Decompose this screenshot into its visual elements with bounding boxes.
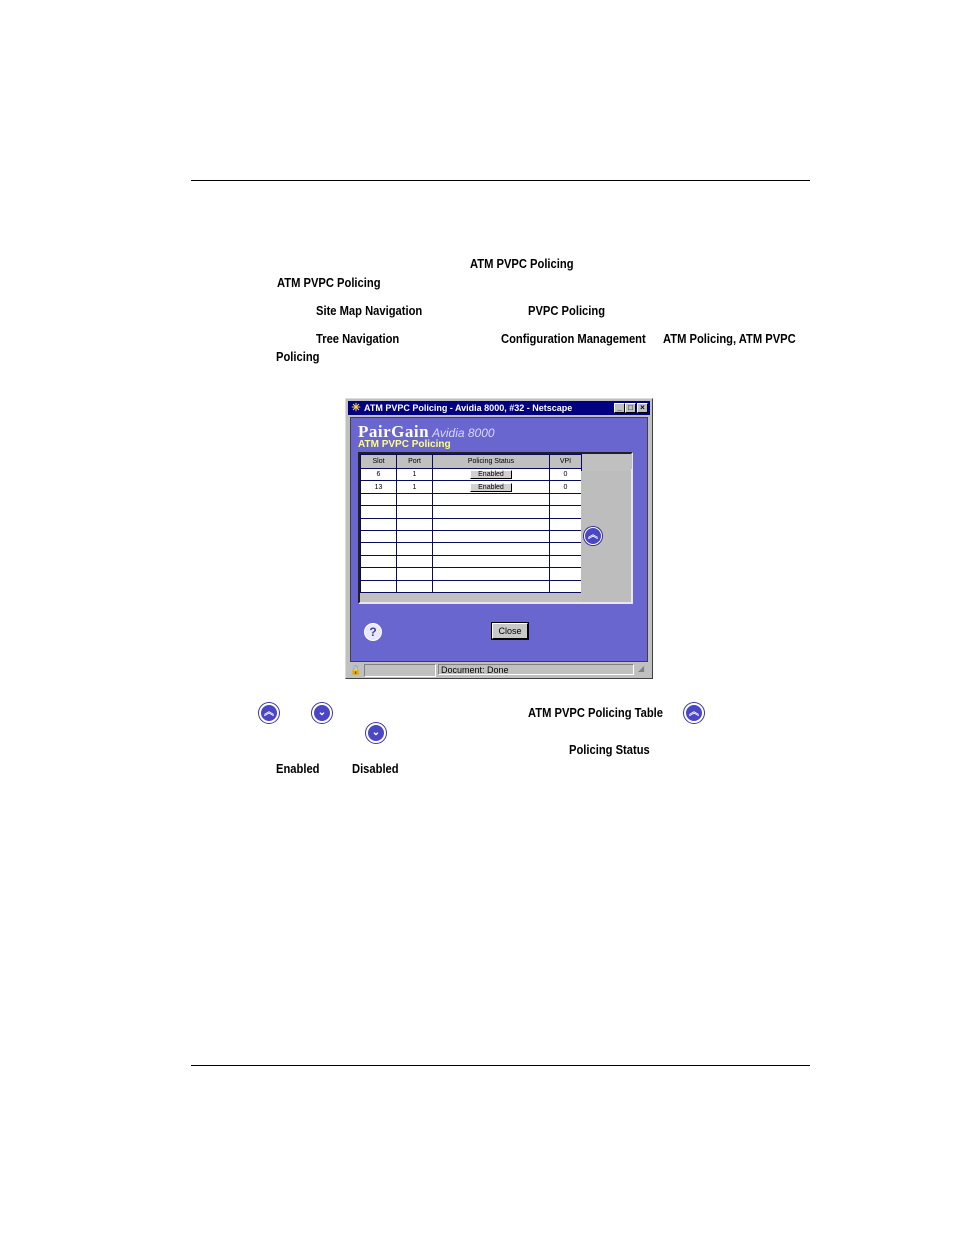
double-chevron-up-icon[interactable]: ︽ [584,527,602,545]
help-icon[interactable]: ? [364,623,382,641]
product-name: Avidia 8000 [432,426,495,440]
resize-grip-icon[interactable]: ◢ [638,664,645,673]
vpi-cell: 0 [550,469,582,481]
table-ref: ATM PVPC Policing Table [528,705,664,720]
maximize-button[interactable]: □ [625,403,636,413]
header-policing-status: Policing Status [433,455,550,469]
pvpc-policing-table [358,452,633,604]
chevron-down-icon: ⌄ [366,723,386,743]
security-lock-icon[interactable]: 🔓 [350,665,362,675]
disabled-word: Disabled [352,761,399,776]
page-title: ATM PVPC Policing [358,439,451,450]
page-content [350,417,648,662]
scroll-panel [581,471,631,602]
site-map-target: PVPC Policing [528,303,606,318]
double-chevron-up-icon: ︽ [684,703,704,723]
policing-status-button[interactable]: Enabled [470,483,512,492]
tree-nav-path-2: ATM Policing, ATM PVPC [663,331,796,346]
empty-row [361,543,582,555]
port-cell: 1 [397,469,433,481]
tree-nav-path-1: Configuration Management [501,331,646,346]
vpi-cell: 0 [550,481,582,493]
policing-grid [360,454,582,593]
status-cell [433,481,550,493]
close-window-button[interactable]: × [637,403,648,413]
header-slot: Slot [361,455,397,469]
close-button[interactable]: Close [492,623,528,639]
empty-row [361,580,582,592]
empty-row [361,506,582,518]
slot-cell: 13 [361,481,397,493]
status-progress [364,664,436,677]
bottom-rule [191,1065,810,1066]
top-rule [191,180,810,181]
enabled-word: Enabled [276,761,320,776]
tree-nav-path-3: Policing [276,349,320,364]
status-cell [433,469,550,481]
netscape-window [345,398,653,679]
status-bar [348,664,650,677]
empty-row [361,493,582,505]
intro-label-1: ATM PVPC Policing [470,256,574,271]
empty-row [361,530,582,542]
chevron-down-icon: ⌄ [312,703,332,723]
intro-label-2: ATM PVPC Policing [277,275,381,290]
netscape-icon: ✳ [351,402,361,414]
window-title: ATM PVPC Policing - Avidia 8000, #32 - Netscape [364,403,573,413]
empty-row [361,568,582,580]
window-titlebar[interactable] [348,401,650,415]
status-text: Document: Done [438,664,634,675]
port-cell: 1 [397,481,433,493]
double-chevron-up-icon: ︽ [259,703,279,723]
scroll-header-cell [581,454,632,469]
minimize-button[interactable]: _ [614,403,625,413]
table-header-row [361,455,582,469]
header-vpi: VPI [550,455,582,469]
tree-nav-label: Tree Navigation [316,331,400,346]
empty-row [361,518,582,530]
table-row [361,481,582,493]
site-map-label: Site Map Navigation [316,303,423,318]
header-port: Port [397,455,433,469]
empty-row [361,555,582,567]
status-ref: Policing Status [569,742,650,757]
brand-name: PairGain [358,422,430,441]
slot-cell: 6 [361,469,397,481]
policing-status-button[interactable]: Enabled [470,470,512,479]
table-row [361,469,582,481]
